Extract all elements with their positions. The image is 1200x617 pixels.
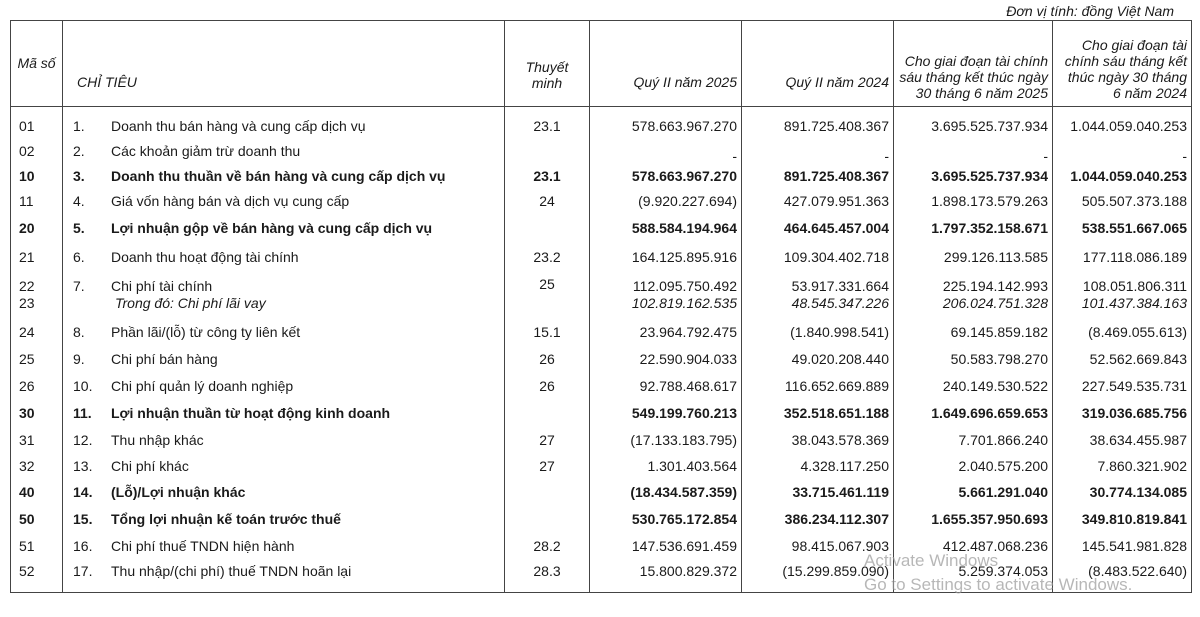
- row-note: 23.2: [505, 243, 590, 272]
- table-row: [11, 427, 1192, 453]
- row-code: 30: [11, 400, 63, 427]
- row-code: 21: [11, 243, 63, 272]
- row-label-text: Doanh thu thuần về bán hàng và cung cấp dịch vụ: [111, 168, 446, 184]
- row-h1-2024: (8.469.055.613): [1053, 318, 1192, 346]
- table-row: [11, 373, 1192, 400]
- row-note: 26: [505, 373, 590, 400]
- table-row: [11, 318, 1192, 346]
- header-h1-2024: Cho giai đoạn tài chính sáu tháng kết thúc ngày 30 tháng 6 năm 2024: [1053, 21, 1192, 107]
- row-h1-2024: 145.541.981.828: [1053, 533, 1192, 559]
- row-label: [63, 139, 505, 164]
- row-label: [63, 243, 505, 272]
- row-label: [63, 214, 505, 243]
- row-q2-2025: (17.133.183.795): [590, 427, 742, 453]
- row-index: 3.: [73, 168, 85, 184]
- row-q2-2025: 578.663.967.270: [590, 164, 742, 189]
- row-h1-2024: 7.860.321.902: [1053, 453, 1192, 479]
- value-sub: 102.819.162.535: [631, 294, 737, 311]
- row-code: 40: [11, 479, 63, 506]
- row-index: 9.: [73, 351, 85, 367]
- value-sub: 48.545.347.226: [791, 294, 889, 311]
- value-main: 53.917.331.664: [791, 277, 889, 294]
- row-h1-2025: 1.649.696.659.653: [894, 400, 1053, 427]
- table-row: [11, 506, 1192, 533]
- row-label-text: Chi phí tài chính: [111, 277, 213, 294]
- row-q2-2025: 588.584.194.964: [590, 214, 742, 243]
- table-row: [11, 479, 1192, 506]
- row-h1-2025: 50.583.798.270: [894, 346, 1053, 373]
- row-h1-2024: -: [1053, 139, 1192, 164]
- row-q2-2025: 23.964.792.475: [590, 318, 742, 346]
- row-index: 6.: [73, 249, 85, 265]
- table-row: [11, 453, 1192, 479]
- row-q2-2025: 578.663.967.270: [590, 107, 742, 139]
- row-code-primary: 22: [19, 277, 35, 294]
- row-label: [63, 107, 505, 139]
- row-code: 25: [11, 346, 63, 373]
- row-index: 14.: [73, 484, 93, 500]
- row-index: 12.: [73, 431, 93, 448]
- row-note: 25: [505, 272, 590, 318]
- table-row: [11, 139, 1192, 164]
- row-h1-2025: 412.487.068.236: [894, 533, 1053, 559]
- row-h1-2024: 349.810.819.841: [1053, 506, 1192, 533]
- row-index: 13.: [73, 457, 93, 474]
- row-index: 1.: [73, 117, 85, 134]
- table-row: [11, 346, 1192, 373]
- row-q2-2024: 427.079.951.363: [742, 189, 894, 214]
- header-thuyet-minh: Thuyết minh: [505, 21, 590, 107]
- row-label: [63, 453, 505, 479]
- header-h1-2025: Cho giai đoạn tài chính sáu tháng kết thúc ngày 30 tháng 6 năm 2025: [894, 21, 1053, 107]
- row-h1-2025: 299.126.113.585: [894, 243, 1053, 272]
- table-row: [11, 272, 1192, 318]
- row-label: [63, 533, 505, 559]
- row-label-text: Doanh thu hoạt động tài chính: [111, 249, 299, 265]
- row-q2-2024: (1.840.998.541): [742, 318, 894, 346]
- row-h1-2024: 1.044.059.040.253: [1053, 164, 1192, 189]
- row-label-text: Lợi nhuận thuần từ hoạt động kinh doanh: [111, 405, 391, 421]
- row-index: 11.: [73, 405, 92, 421]
- row-h1-2024: (8.483.522.640): [1053, 559, 1192, 593]
- row-label-text: Doanh thu bán hàng và cung cấp dịch vụ: [111, 117, 366, 134]
- value-main: 108.051.806.311: [1082, 277, 1187, 294]
- table-row: [11, 164, 1192, 189]
- row-code: 10: [11, 164, 63, 189]
- table-row: [11, 189, 1192, 214]
- row-q2-2025: 1.301.403.564: [590, 453, 742, 479]
- row-label: [63, 189, 505, 214]
- row-h1-2025: 1.797.352.158.671: [894, 214, 1053, 243]
- row-note: 15.1: [505, 318, 590, 346]
- row-h1-2025: 1.655.357.950.693: [894, 506, 1053, 533]
- row-q2-2024: 116.652.669.889: [742, 373, 894, 400]
- row-note: 28.3: [505, 559, 590, 593]
- row-label-text: Giá vốn hàng bán và dịch vụ cung cấp: [111, 193, 350, 209]
- row-note: 27: [505, 453, 590, 479]
- row-note: 23.1: [505, 107, 590, 139]
- row-h1-2025: 2.040.575.200: [894, 453, 1053, 479]
- row-note: [505, 214, 590, 243]
- row-label: [63, 400, 505, 427]
- row-q2-2025: [590, 272, 742, 318]
- row-code: 31: [11, 427, 63, 453]
- row-label: [63, 506, 505, 533]
- row-label-text: Các khoản giảm trừ doanh thu: [111, 143, 301, 159]
- row-index: 5.: [73, 220, 85, 236]
- row-q2-2024: [742, 272, 894, 318]
- row-h1-2025: 240.149.530.522: [894, 373, 1053, 400]
- row-h1-2024: 52.562.669.843: [1053, 346, 1192, 373]
- row-note: 27: [505, 427, 590, 453]
- activate-windows-watermark: [864, 549, 1132, 597]
- row-label-text: Chi phí quản lý doanh nghiệp: [111, 378, 294, 394]
- row-label: [63, 318, 505, 346]
- row-label-text: Thu nhập/(chi phí) thuế TNDN hoãn lại: [111, 562, 352, 579]
- row-q2-2025: (18.434.587.359): [590, 479, 742, 506]
- row-h1-2025: 1.898.173.579.263: [894, 189, 1053, 214]
- row-code: 51: [11, 533, 63, 559]
- row-note: 23.1: [505, 164, 590, 189]
- row-h1-2024: 177.118.086.189: [1053, 243, 1192, 272]
- row-h1-2025: 5.259.374.053: [894, 559, 1053, 593]
- row-note: [505, 479, 590, 506]
- row-q2-2024: -: [742, 139, 894, 164]
- row-code: 11: [11, 189, 63, 214]
- row-label-text: Chi phí khác: [111, 457, 189, 474]
- row-label-text: (Lỗ)/Lợi nhuận khác: [111, 484, 246, 500]
- row-q2-2024: 464.645.457.004: [742, 214, 894, 243]
- row-index: 15.: [73, 511, 93, 527]
- row-q2-2024: 4.328.117.250: [742, 453, 894, 479]
- row-q2-2024: 98.415.067.903: [742, 533, 894, 559]
- row-label: [63, 559, 505, 593]
- header-ma-so: Mã số: [11, 21, 63, 107]
- row-note: [505, 400, 590, 427]
- row-label: [63, 373, 505, 400]
- row-h1-2025: 69.145.859.182: [894, 318, 1053, 346]
- row-code: 32: [11, 453, 63, 479]
- row-label: [63, 272, 505, 318]
- row-h1-2024: 227.549.535.731: [1053, 373, 1192, 400]
- row-index: 10.: [73, 378, 93, 394]
- row-q2-2024: 891.725.408.367: [742, 164, 894, 189]
- unit-label: Đơn vị tính: đồng Việt Nam: [1006, 3, 1174, 19]
- value-main: 225.194.142.993: [942, 277, 1048, 294]
- row-h1-2024: 1.044.059.040.253: [1053, 107, 1192, 139]
- row-q2-2025: 164.125.895.916: [590, 243, 742, 272]
- value-main: 112.095.750.492: [632, 277, 737, 294]
- row-label: [63, 164, 505, 189]
- row-h1-2024: 505.507.373.188: [1053, 189, 1192, 214]
- watermark-line2: Go to Settings to activate Windows.: [864, 575, 1133, 594]
- income-statement-table: [10, 20, 1192, 593]
- row-h1-2024: 38.634.455.987: [1053, 427, 1192, 453]
- header-chi-tieu: CHỈ TIÊU: [63, 21, 505, 107]
- row-q2-2025: 92.788.468.617: [590, 373, 742, 400]
- row-label-text: Lợi nhuận gộp về bán hàng và cung cấp dịch vụ: [111, 220, 433, 236]
- row-index: 8.: [73, 323, 85, 340]
- table-row: [11, 214, 1192, 243]
- header-q2-2025: Quý II năm 2025: [590, 21, 742, 107]
- row-code: 26: [11, 373, 63, 400]
- row-h1-2025: 3.695.525.737.934: [894, 164, 1053, 189]
- watermark-line1: Activate Windows: [864, 551, 999, 570]
- row-index: 4.: [73, 193, 85, 209]
- table-row: [11, 107, 1192, 139]
- row-sublabel: Trong đó: Chi phí lãi vay: [115, 294, 266, 311]
- row-h1-2025: [894, 272, 1053, 318]
- row-code: 20: [11, 214, 63, 243]
- row-label-text: Phần lãi/(lỗ) từ công ty liên kết: [111, 323, 301, 340]
- row-note: [505, 506, 590, 533]
- row-q2-2025: -: [590, 139, 742, 164]
- row-label: [63, 427, 505, 453]
- row-q2-2025: (9.920.227.694): [590, 189, 742, 214]
- row-q2-2024: (15.299.859.090): [742, 559, 894, 593]
- row-h1-2024: 30.774.134.085: [1053, 479, 1192, 506]
- row-h1-2024: [1053, 272, 1192, 318]
- row-q2-2024: 33.715.461.119: [742, 479, 894, 506]
- row-index: 2.: [73, 143, 85, 159]
- row-q2-2025: 15.800.829.372: [590, 559, 742, 593]
- header-q2-2024: Quý II năm 2024: [742, 21, 894, 107]
- row-h1-2025: 3.695.525.737.934: [894, 107, 1053, 139]
- row-note: 24: [505, 189, 590, 214]
- row-label: [63, 346, 505, 373]
- row-code: 01: [11, 107, 63, 139]
- row-index: 16.: [73, 537, 93, 554]
- row-q2-2025: 549.199.760.213: [590, 400, 742, 427]
- row-label-text: Thu nhập khác: [111, 431, 204, 448]
- row-label-text: Tổng lợi nhuận kế toán trước thuế: [111, 511, 341, 527]
- row-h1-2024: 538.551.667.065: [1053, 214, 1192, 243]
- row-code: 52: [11, 559, 63, 593]
- row-q2-2024: 109.304.402.718: [742, 243, 894, 272]
- row-note: 28.2: [505, 533, 590, 559]
- row-h1-2025: 7.701.866.240: [894, 427, 1053, 453]
- table-row: [11, 243, 1192, 272]
- row-index: 17.: [73, 562, 93, 579]
- row-label-text: Chi phí bán hàng: [111, 351, 218, 367]
- row-code: 24: [11, 318, 63, 346]
- row-q2-2024: 38.043.578.369: [742, 427, 894, 453]
- row-h1-2024: 319.036.685.756: [1053, 400, 1192, 427]
- row-code: [11, 272, 63, 318]
- row-q2-2024: 386.234.112.307: [742, 506, 894, 533]
- row-code-secondary: 23: [19, 294, 35, 311]
- row-q2-2025: 22.590.904.033: [590, 346, 742, 373]
- row-q2-2024: 49.020.208.440: [742, 346, 894, 373]
- value-sub: 101.437.384.163: [1081, 294, 1187, 311]
- row-note: 26: [505, 346, 590, 373]
- row-q2-2025: 147.536.691.459: [590, 533, 742, 559]
- row-label-text: Chi phí thuế TNDN hiện hành: [111, 537, 295, 554]
- table-row: [11, 400, 1192, 427]
- row-code: 50: [11, 506, 63, 533]
- row-label: [63, 479, 505, 506]
- row-q2-2024: 352.518.651.188: [742, 400, 894, 427]
- row-index: 7.: [73, 277, 85, 294]
- row-code: 02: [11, 139, 63, 164]
- row-note: [505, 139, 590, 164]
- row-q2-2025: 530.765.172.854: [590, 506, 742, 533]
- value-sub: 206.024.751.328: [942, 294, 1048, 311]
- row-q2-2024: 891.725.408.367: [742, 107, 894, 139]
- row-h1-2025: -: [894, 139, 1053, 164]
- row-h1-2025: 5.661.291.040: [894, 479, 1053, 506]
